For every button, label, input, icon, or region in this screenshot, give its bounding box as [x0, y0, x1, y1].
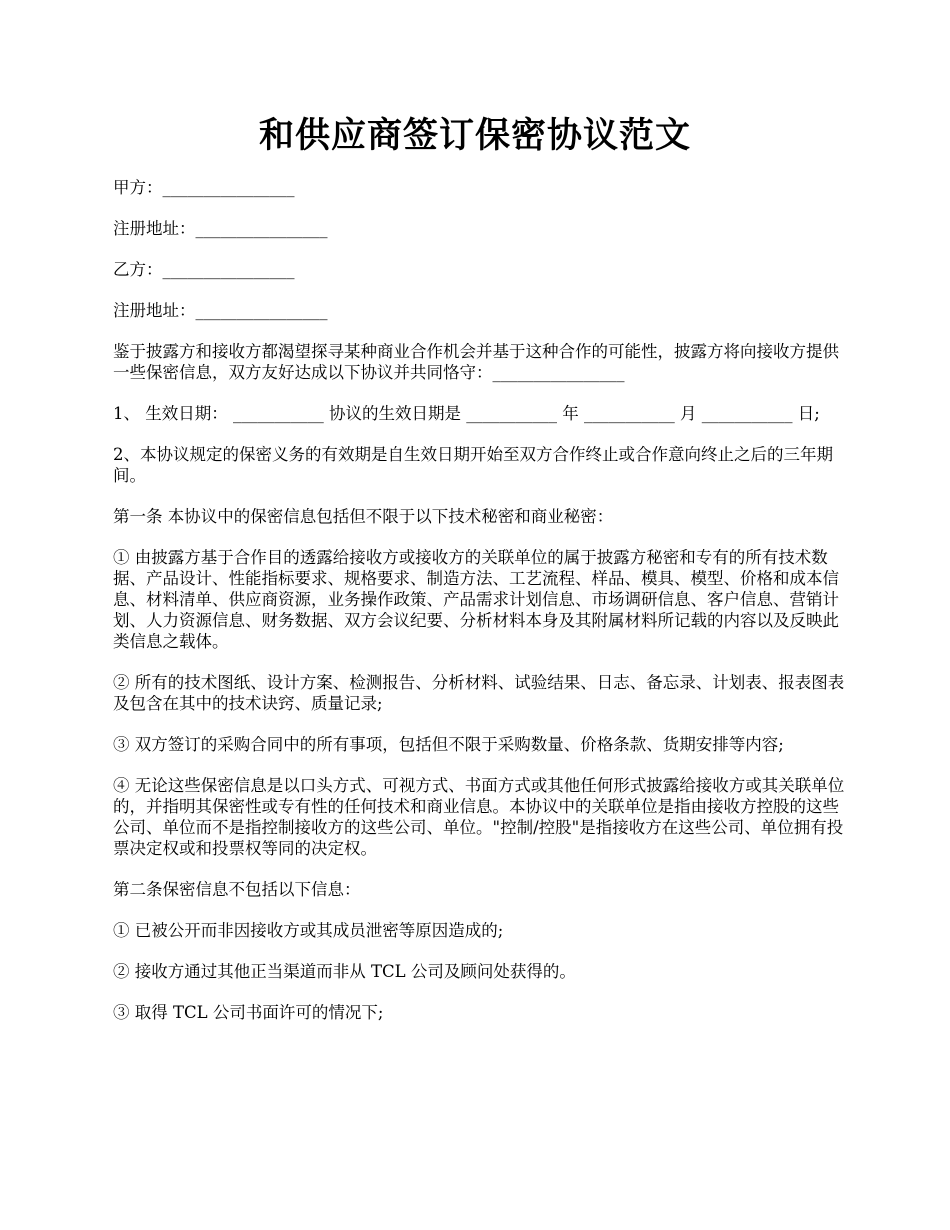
article-2-item-3: ③ 取得 TCL 公司书面许可的情况下; — [113, 1003, 384, 1022]
confidentiality-period-paragraph: 2、本协议规定的保密义务的有效期是自生效日期开始至双方合作终止或合作意向终止之后的三年期间。 — [113, 445, 833, 485]
article-1-item-1: ① 由披露方基于合作目的透露给接收方或接收方的关联单位的属于披露方秘密和专有的所有技术数据、产品设计、性能指标要求、规格要求、制造方法、工艺流程、样品、模具、模型、价格和成本信息、材料清单、供应商资源，业务操作政策、产品需求计划信息、市场调研信息、客户信息、营销计划、人力资源信息、财务数据、双方会议纪要、分析材料本身及其附属材料所记载的内容以及反映此类信息之载体。 — [113, 548, 839, 651]
effective-date-paragraph: 1、 生效日期： ___________ 协议的生效日期是 ___________ 年 ___________ 月 ___________ 日; — [113, 404, 820, 423]
article-1-item-3: ③ 双方签订的采购合同中的所有事项，包括但不限于采购数量、价格条款、货期安排等内容; — [113, 735, 784, 754]
party-a-line: 甲方：________________ — [113, 178, 295, 197]
article-1-item-4: ④ 无论这些保密信息是以口头方式、可视方式、书面方式或其他任何形式披露给接收方或其关联单位的，并指明其保密性或专有性的任何技术和商业信息。本协议中的关联单位是指由接收方控股的这些公司、单位而不是指控制接收方的这些公司、单位。"控制/控股"是指接收方在这些公司、单位拥有投票决定权或和投票权等同的决定权。 — [113, 776, 845, 858]
party-b-address-line: 注册地址：________________ — [113, 301, 328, 320]
party-b-line: 乙方：________________ — [113, 260, 295, 279]
party-a-address-line: 注册地址：________________ — [113, 219, 328, 238]
document-body — [113, 177, 850, 1043]
article-1-heading: 第一条 本协议中的保密信息包括但不限于以下技术秘密和商业秘密： — [113, 507, 614, 526]
document-title: 和供应商签订保密协议范文 — [258, 115, 691, 156]
article-1-item-2: ② 所有的技术图纸、设计方案、检测报告、分析材料、试验结果、日志、备忘录、计划表、报表图表及包含在其中的技术诀窍、质量记录; — [113, 673, 845, 713]
article-2-item-1: ① 已被公开而非因接收方或其成员泄密等原因造成的; — [113, 921, 504, 940]
article-2-item-2: ② 接收方通过其他正当渠道而非从 TCL 公司及顾问处获得的。 — [113, 962, 576, 981]
article-2-heading: 第二条保密信息不包括以下信息： — [113, 880, 361, 899]
preamble-paragraph: 鉴于披露方和接收方都渴望探寻某种商业合作机会并基于这种合作的可能性，披露方将向接收方提供一些保密信息，双方友好达成以下协议并共同恪守：________________ — [113, 342, 839, 382]
